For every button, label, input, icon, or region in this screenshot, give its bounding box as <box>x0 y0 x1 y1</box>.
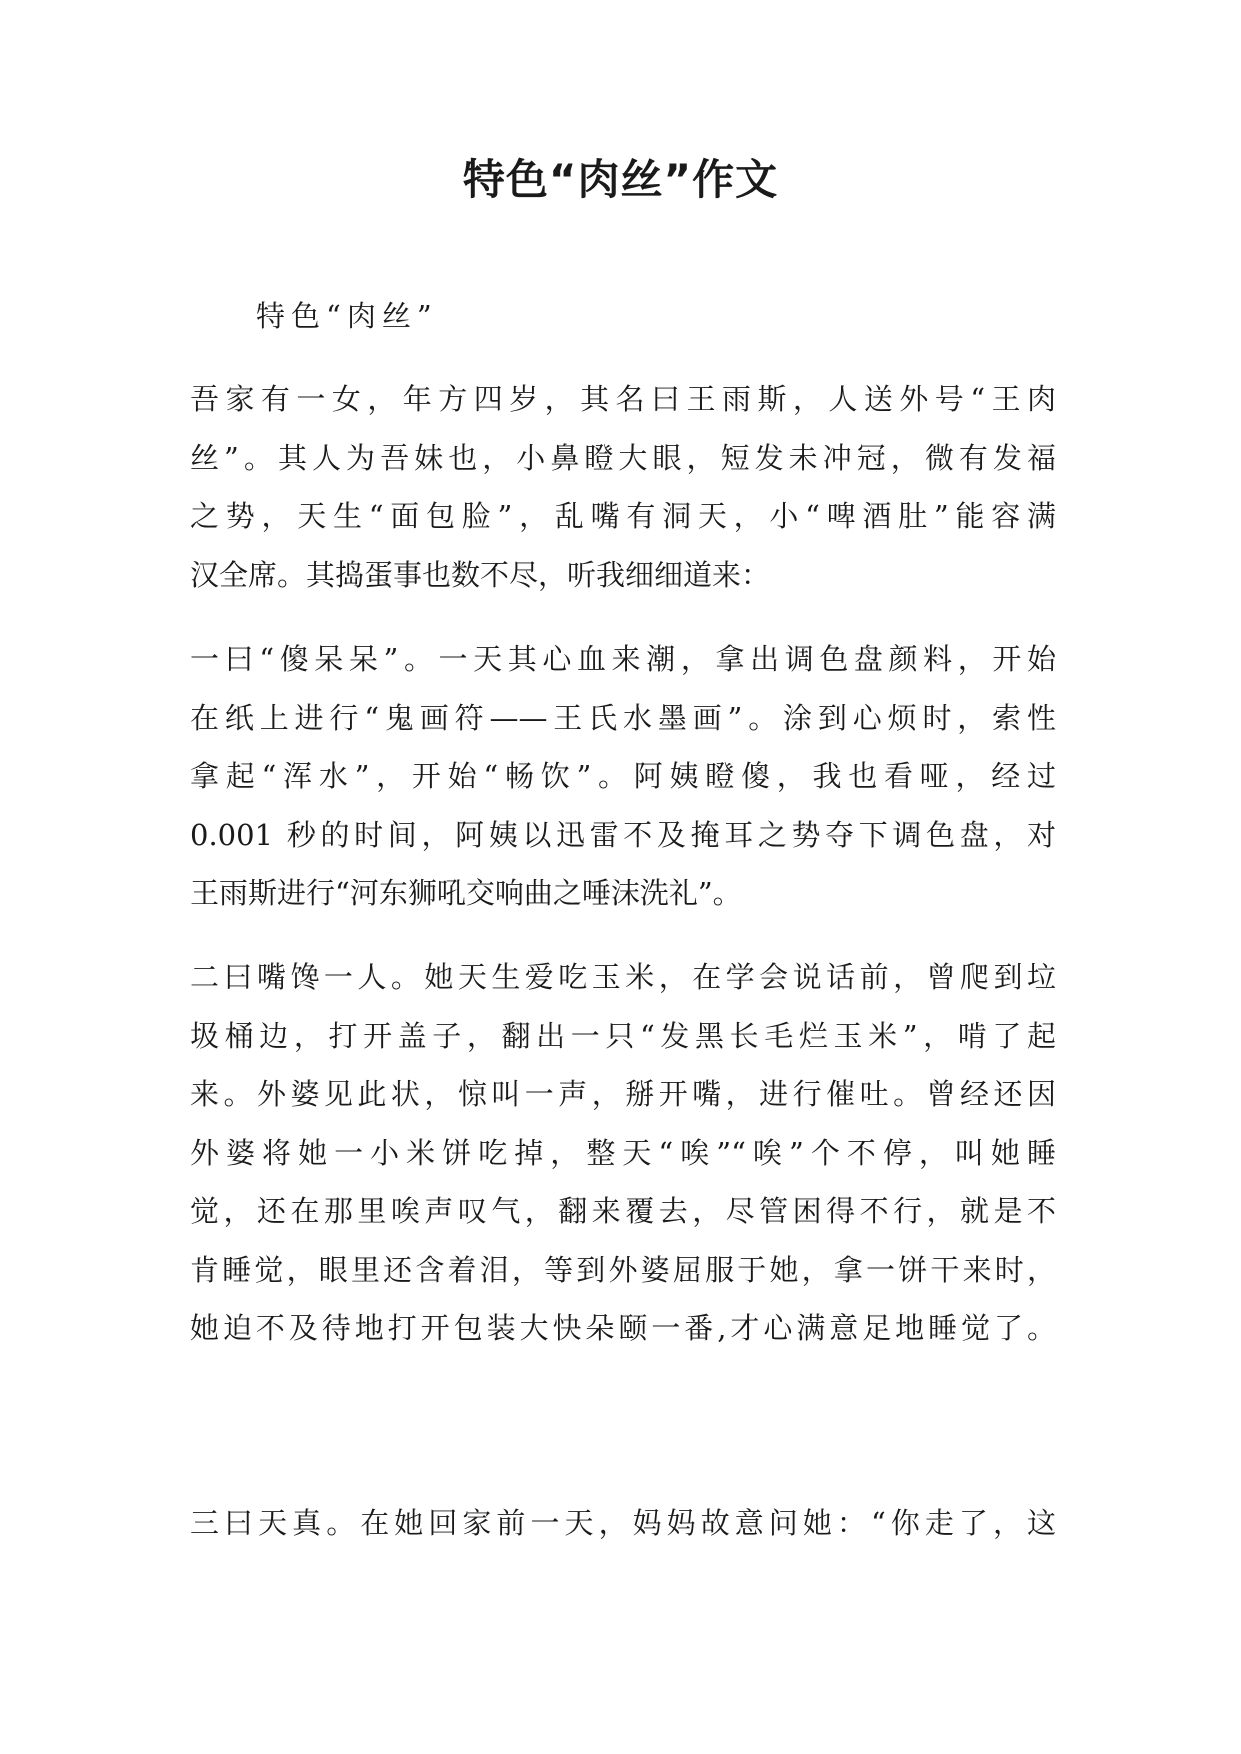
text-line: 王雨斯进行“河东狮吼交响曲之唾沫洗礼”。 <box>190 876 742 910</box>
paragraph-greedy <box>190 948 1056 1358</box>
document-title: 特色“肉丝”作文 <box>462 155 779 204</box>
text-line: 二曰嘴馋一人。她天生爱吃玉米，在学会说话前，曾爬到垃 <box>190 960 1056 994</box>
paragraph-innocent <box>190 1494 1056 1553</box>
paragraph-intro <box>190 370 1056 604</box>
text-line: 吾家有一女，年方四岁，其名曰王雨斯，人送外号“王肉 <box>190 382 1056 416</box>
text-line: 圾桶边，打开盖子，翻出一只“发黑长毛烂玉米”，啃了起 <box>190 1018 1056 1053</box>
text-line: 来。外婆见此状，惊叫一声，掰开嘴，进行催吐。曾经还因 <box>190 1077 1056 1111</box>
text-line: 丝”。其人为吾妹也，小鼻瞪大眼，短发未冲冠，微有发福 <box>190 440 1056 475</box>
text-line: 三曰天真。在她回家前一天，妈妈故意问她：“你走了，这 <box>190 1506 1056 1540</box>
paragraph-silly <box>190 630 1056 923</box>
text-line: 拿起“浑水”，开始“畅饮”。阿姨瞪傻，我也看哑，经过 <box>190 759 1056 793</box>
text-line: 肯睡觉，眼里还含着泪，等到外婆屈服于她，拿一饼干来时， <box>190 1252 1056 1287</box>
text-line: 之势，天生“面包脸”，乱嘴有洞天，小“啤酒肚”能容满 <box>190 499 1056 533</box>
text-line: 汉全席。其捣蛋事也数不尽，听我细细道来： <box>190 557 771 592</box>
text-line: 她迫不及待地打开包装大快朵颐一番,才心满意足地睡觉了。 <box>190 1311 1056 1345</box>
text-line: 0.001 秒的时间，阿姨以迅雷不及掩耳之势夺下调色盘，对 <box>190 817 1056 852</box>
text-line: 外婆将她一小米饼吃掉，整天“唉”“唉”个不停，叫她睡 <box>190 1135 1056 1170</box>
text-line: 在纸上进行“鬼画符——王氏水墨画”。涂到心烦时，索性 <box>190 700 1056 735</box>
document-subtitle: 特色“肉丝” <box>256 299 438 333</box>
text-line: 一曰“傻呆呆”。一天其心血来潮，拿出调色盘颜料，开始 <box>190 642 1056 676</box>
text-line: 觉，还在那里唉声叹气，翻来覆去，尽管困得不行，就是不 <box>190 1194 1056 1228</box>
